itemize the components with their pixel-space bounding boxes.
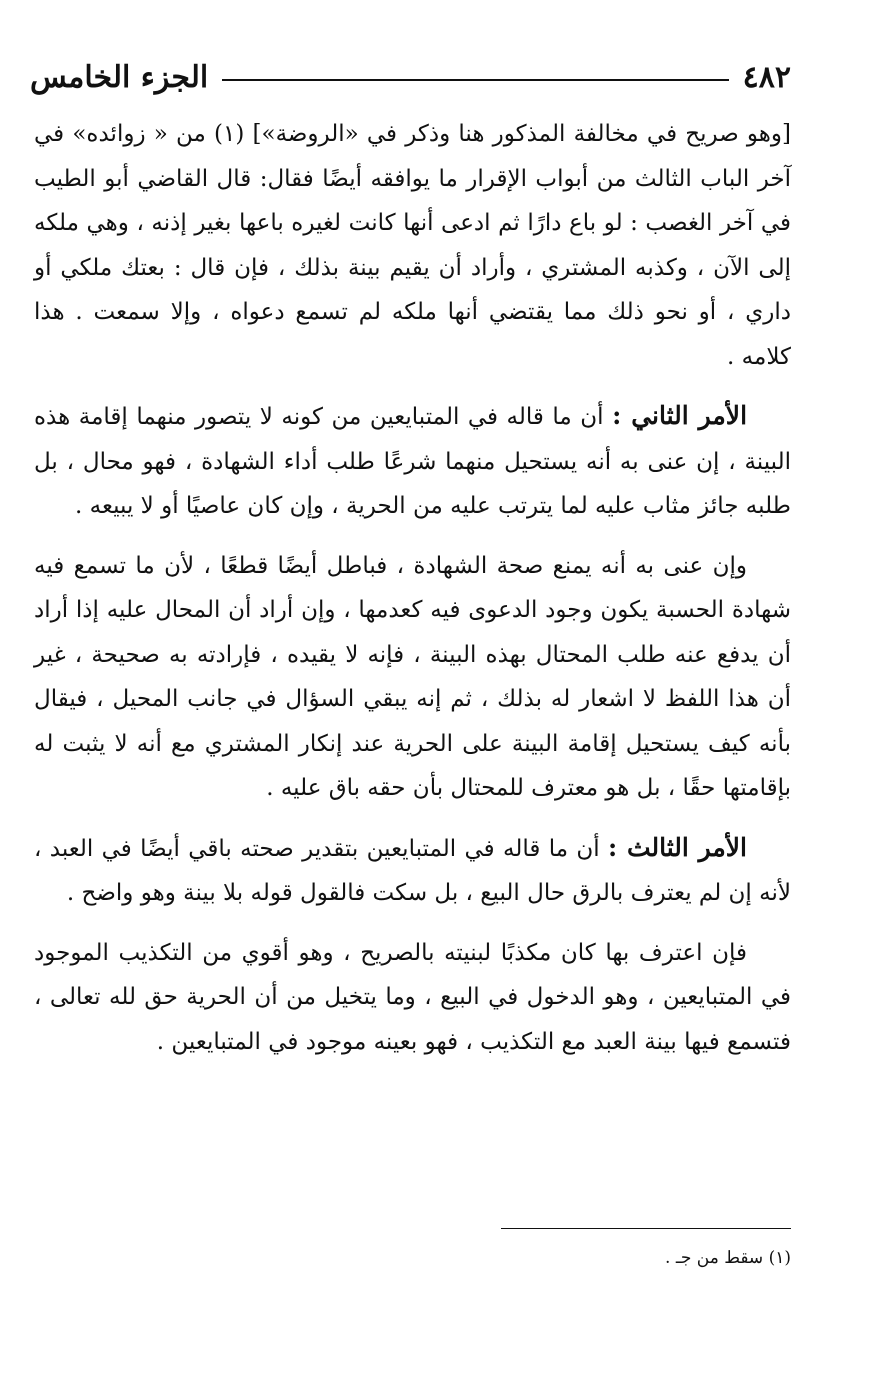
footnote: (١) سقط من جـ .	[665, 1248, 791, 1268]
paragraph-3-text: وإن عنى به أنه يمنع صحة الشهادة ، فباطل أيضًا قطعًا ، لأن ما تسمع فيه شهادة الحسبة يكون وجود الدعوى فيه كعدمها ، وإن أراد أن المحال عليه إذا أراد أن يدفع عنه طلب المحتال بهذه البينة ، فإنه لا يقيده ، فإرادته به صحيحة ، غير أن هذا اللفظ لا اشعار له بذلك ، ثم إنه يبقي السؤال في جانب المحيل ، فيقال بأنه كيف يستحيل إقامة البينة على الحرية عند إنكار المشتري مع أنه لا يثبت له بإقامتها حقًا ، بل هو معترف للمحتال بأن حقه باق عليه .	[34, 552, 791, 801]
part-title: الجزء الخامس	[30, 59, 209, 95]
paragraph-4-text: أن ما قاله في المتبايعين بتقدير صحته باقي أيضًا في العبد ، لأنه إن لم يعترف بالرق حال البيع ، بل سكت فالقول قوله بلا بينة وهو واضح .	[34, 835, 791, 906]
paragraph-5	[34, 931, 791, 1065]
paragraph-2	[34, 394, 791, 529]
footnote-separator	[501, 1228, 791, 1229]
section-heading-third-matter: الأمر الثالث :	[608, 832, 747, 862]
paragraph-5-text: فإن اعترف بها كان مكذبًا لبنيته بالصريح ، وهو أقوي من التكذيب الموجود في المتبايعين ، وهو الدخول في البيع ، وما يتخيل من أن الحرية حق لله تعالى ، فتسمع فيها بينة العبد مع التكذيب ، فهو بعينه موجود في المتبايعين .	[34, 939, 791, 1055]
paragraph-2-text: أن ما قاله في المتبايعين من كونه لا يتصور منهما إقامة هذه البينة ، إن عنى به أنه يستحيل منهما شرعًا طلب أداء الشهادة ، فهو محال ، بل طلبه جائز مثاب عليه لما يترتب عليه من الحرية ، وإن كان عاصيًا أو لا يبيعه .	[34, 404, 791, 519]
paragraph-3	[34, 544, 791, 811]
section-heading-second-matter: الأمر الثاني :	[612, 401, 748, 430]
header-rule	[222, 79, 728, 81]
paragraph-1	[34, 112, 791, 379]
paragraph-1-text: [وهو صريح في مخالفة المذكور هنا وذكر في «الروضة»] (١) من « زوائده» في آخر الباب الثالث من أبواب الإقرار ما يوافقه أيضًا فقال: قال القاضي أبو الطيب في آخر الغصب : لو باع دارًا ثم ادعى أنها كانت لغيره باعها بغير إذنه ، وهي ملكه إلى الآن ، وكذبه المشتري ، وأراد أن يقيم بينة بذلك ، فإن قال : بعتك ملكي أو داري ، أو نحو ذلك مما يقتضي أنها ملكه لم تسمع دعواه ، وإلا سمعت . هذا كلامه .	[34, 121, 791, 370]
page-number: ٤٨٢	[742, 59, 791, 95]
main-text	[34, 112, 791, 1064]
paragraph-4	[34, 826, 791, 916]
running-head	[30, 54, 791, 100]
